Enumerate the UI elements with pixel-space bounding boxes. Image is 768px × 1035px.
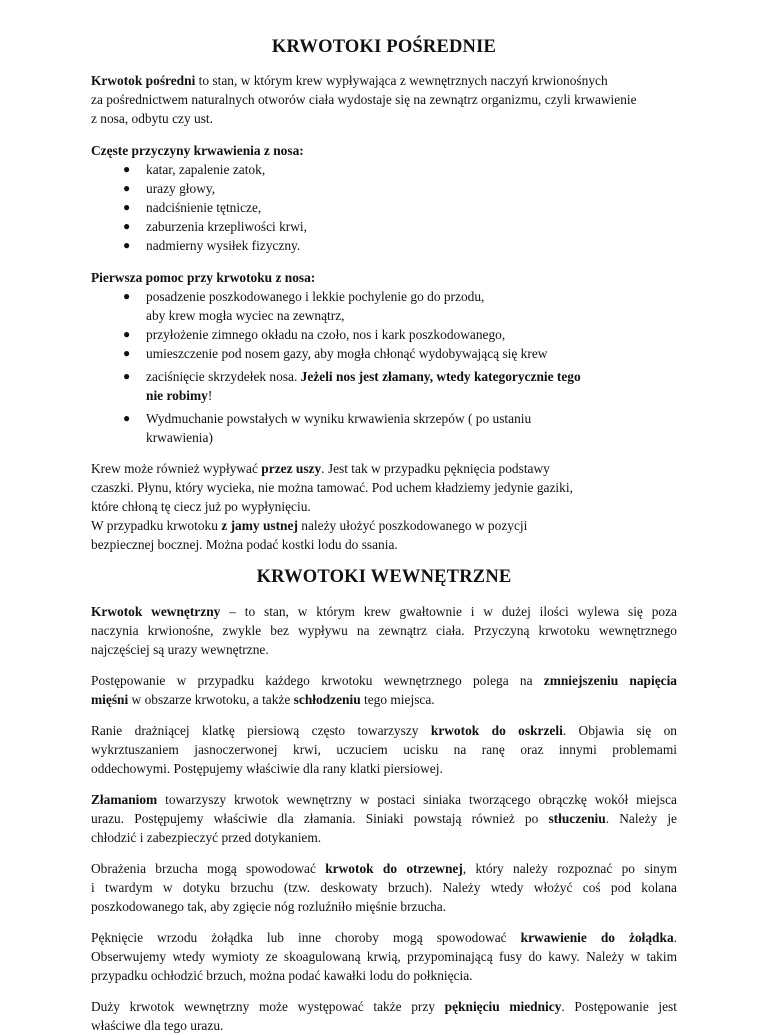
- ear-mouth-paragraph: Krew może również wypływać przez uszy. Jest tak w przypadku pęknięcia podstawy czaszki. Płynu, który wycieka, nie można tamować. Pod uchem kładziemy jedynie gaziki, które chłoną tę ciecz już po wypłynięciu. W przypadku krwotoku z jamy ustnej należy ułożyć poszkodowanego w pozycji bezpiecznej bocznej. Można podać kostki lodu do ssania.: [91, 461, 573, 552]
- section-title-internal: KRWOTOKI WEWNĘTRZNE: [256, 567, 512, 587]
- list-item: ● posadzenie poszkodowanego i lekkie pochylenie go do przodu, aby krew mogła wyciec na zewnątrz,: [123, 289, 485, 323]
- fractures-paragraph: Złamaniom towarzyszy krwotok wewnętrzny w postaci siniaka tworzącego obrączkę wokół miejsca urazu. Postępujemy właściwie dla złamania. Siniaki powstają również po stłuczeniu. Należy je chłodzić i zabezpieczyć przed dotykaniem.: [91, 792, 678, 845]
- list-item: ● przyłożenie zimnego okładu na czoło, nos i kark poszkodowanego,: [123, 327, 506, 342]
- pelvis-paragraph: Duży krwotok wewnętrzny może występować także przy pęknięciu miednicy. Postępowanie jest właściwe dla tego urazu.: [91, 999, 677, 1033]
- section-title-indirect: KRWOTOKI POŚREDNIE: [271, 37, 497, 57]
- bullet-icon: ●: [123, 200, 131, 214]
- stomach-paragraph: Pęknięcie wrzodu żołądka lub inne choroby mogą spowodować krwawienie do żołądka. Obserwujemy wtedy wymioty ze skoagulowaną krwią, przypominającą fusy do kawy. Należy w takim przypadku ochłodzić brzuch, można podać kawałki lodu do połknięcia.: [91, 930, 678, 983]
- causes-list: [91, 160, 677, 255]
- list-item: ● nadmierny wysiłek fizyczny.: [123, 238, 301, 253]
- bullet-icon: ●: [123, 219, 131, 233]
- bullet-icon: ●: [123, 289, 131, 303]
- bullet-icon: ●: [123, 346, 131, 360]
- first-aid-heading: Pierwsza pomoc przy krwotoku z nosa:: [91, 270, 316, 285]
- list-item: ● zaburzenia krzepliwości krwi,: [123, 219, 307, 234]
- procedure-paragraph: Postępowanie w przypadku każdego krwotoku wewnętrznego polega na zmniejszeniu napięcia mięśni w obszarze krwotoku, a także schłodzeniu tego miejsca.: [91, 673, 677, 707]
- document-page: [91, 36, 677, 1035]
- first-aid-list: [91, 287, 677, 447]
- bronchi-paragraph: Ranie drażniącej klatkę piersiową często towarzyszy krwotok do oskrzeli. Objawia się on wykrztuszaniem jasnoczerwonej krwi, uczuciem ucisku na ranę oraz innymi problemami oddechowymi. Postępujemy właściwie dla rany klatki piersiowej.: [91, 723, 677, 776]
- list-item: ● nadciśnienie tętnicze,: [123, 200, 262, 215]
- list-item: ● zaciśnięcie skrzydełek nosa. Jeżeli nos jest złamany, wtedy kategorycznie tego nie robimy!: [123, 369, 581, 403]
- abdomen-paragraph: Obrażenia brzucha mogą spowodować krwotok do otrzewnej, który należy rozpoznać po sinym i twardym w dotyku brzuchu (tzw. deskowaty brzuch). Należy wtedy włożyć coś pod kolana poszkodowanego tak, aby zgięcie nóg rozluźniło mięśnie brzucha.: [91, 861, 677, 914]
- internal-definition-paragraph: Krwotok wewnętrzny – to stan, w którym krew gwałtownie i w dużej ilości wylewa się poza naczynia krwionośne, zwykle bez wypływu na zewnątrz ciała. Przyczyną krwotoku wewnętrznego najczęściej są urazy wewnętrzne.: [91, 604, 677, 657]
- term-indirect-bleeding: Krwotok pośredni: [91, 73, 196, 88]
- list-item: ● urazy głowy,: [123, 181, 216, 196]
- bullet-icon: ●: [123, 411, 131, 425]
- list-item: ● katar, zapalenie zatok,: [123, 162, 266, 177]
- causes-heading: Częste przyczyny krwawienia z nosa:: [91, 143, 304, 158]
- list-item: ● umieszczenie pod nosem gazy, aby mogła chłonąć wydobywającą się krew: [123, 346, 548, 361]
- bullet-icon: ●: [123, 238, 131, 252]
- bullet-icon: ●: [123, 181, 131, 195]
- bullet-icon: ●: [123, 327, 131, 341]
- list-item: ● Wydmuchanie powstałych w wyniku krwawienia skrzepów ( po ustaniu krwawienia): [123, 411, 532, 445]
- bullet-icon: ●: [123, 162, 131, 176]
- intro-paragraph: Krwotok pośredni to stan, w którym krew wypływająca z wewnętrznych naczyń krwionośnych za pośrednictwem naturalnych otworów ciała wydostaje się na zewnątrz organizmu, czyli krwawienie z nosa, odbytu czy ust.: [91, 73, 637, 126]
- bullet-icon: ●: [123, 369, 131, 383]
